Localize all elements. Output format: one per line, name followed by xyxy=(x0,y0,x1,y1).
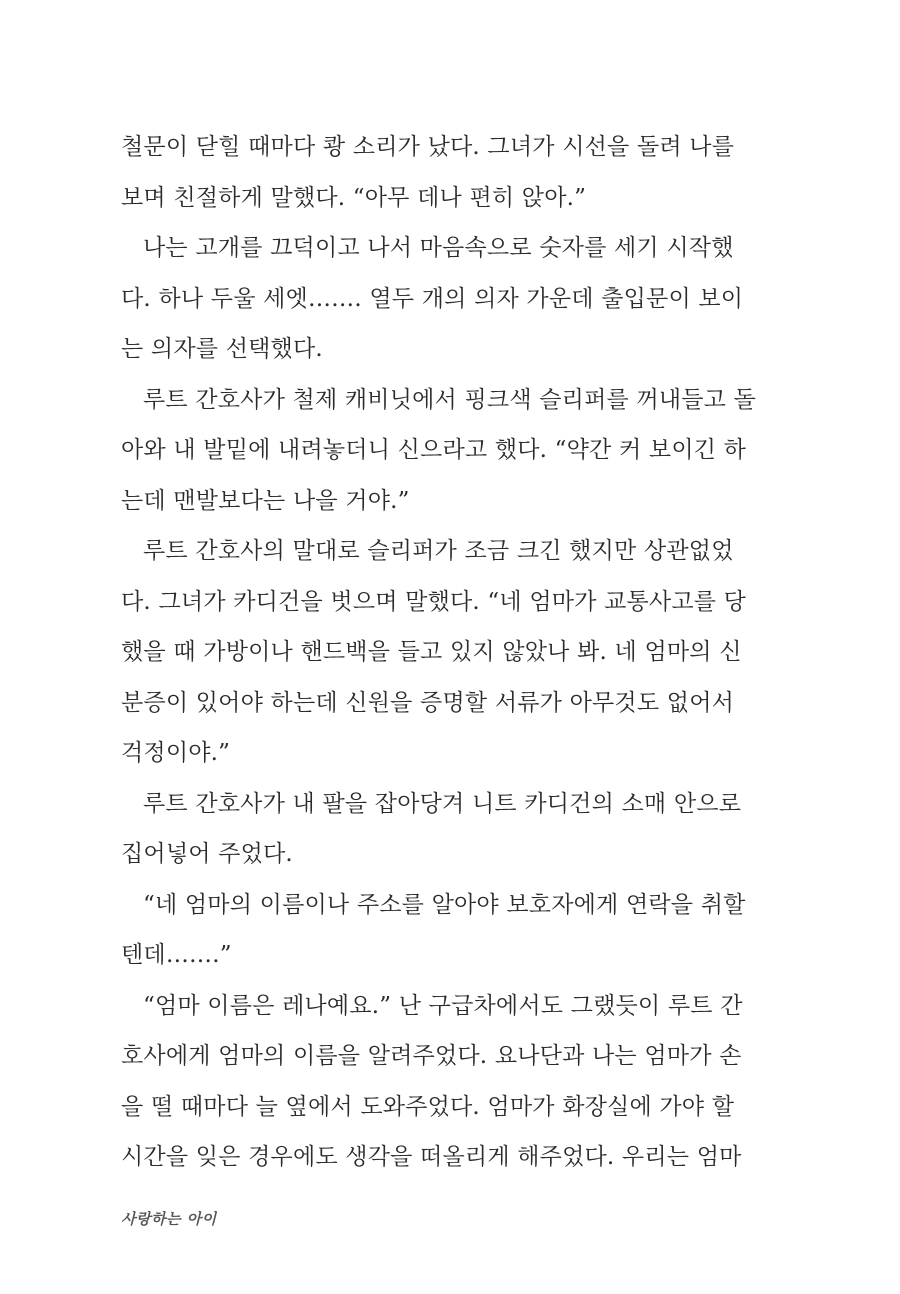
text-line: 시간을 잊은 경우에도 생각을 떠올리게 해주었다. 우리는 엄마 xyxy=(121,1144,742,1170)
text-line: “엄마 이름은 레나예요.” 난 구급차에서도 그랬듯이 루트 간 xyxy=(143,992,743,1019)
body-text xyxy=(121,122,757,1183)
text-line: 루트 간호사의 말대로 슬리퍼가 조금 크긴 했지만 상관없었 xyxy=(143,538,734,564)
text-line: 텐데…….” xyxy=(121,942,232,968)
text-line: 을 떨 때마다 늘 옆에서 도와주었다. 엄마가 화장실에 가야 할 xyxy=(121,1093,735,1120)
text-line: 다. 하나 두울 세엣……. 열두 개의 의자 가운데 출입문이 보이 xyxy=(121,285,744,312)
text-line: 는데 맨발보다는 나을 거야.” xyxy=(121,487,410,514)
text-line: 호사에게 엄마의 이름을 알려주었다. 요나단과 나는 엄마가 손 xyxy=(121,1043,742,1069)
text-line: “네 엄마의 이름이나 주소를 알아야 보호자에게 연락을 취할 xyxy=(143,891,746,918)
text-line: 했을 때 가방이나 핸드백을 들고 있지 않았나 봐. 네 엄마의 신 xyxy=(121,639,742,665)
running-footer-book-title: 사랑하는 아이 xyxy=(121,1210,217,1228)
text-line: 철문이 닫힐 때마다 쾅 소리가 났다. 그녀가 시선을 돌려 나를 xyxy=(121,134,735,160)
text-line: 집어넣어 주었다. xyxy=(121,841,293,867)
text-line: 다. 그녀가 카디건을 벗으며 말했다. “네 엄마가 교통사고를 당 xyxy=(121,588,747,615)
text-line: 분증이 있어야 하는데 신원을 증명할 서류가 아무것도 없어서 xyxy=(121,689,735,716)
text-line: 루트 간호사가 내 팔을 잡아당겨 니트 카디건의 소매 안으로 xyxy=(143,790,742,817)
text-line: 루트 간호사가 철제 캐비닛에서 핑크색 슬리퍼를 꺼내들고 돌 xyxy=(143,386,757,413)
text-line: 걱정이야.” xyxy=(121,740,231,766)
text-line: 보며 친절하게 말했다. “아무 데나 편히 앉아.” xyxy=(121,184,587,211)
text-line: 아와 내 발밑에 내려놓더니 신으라고 했다. “약간 커 보이긴 하 xyxy=(121,437,747,463)
text-line: 나는 고개를 끄덕이고 나서 마음속으로 숫자를 세기 시작했 xyxy=(143,235,734,261)
text-line: 는 의자를 선택했다. xyxy=(121,336,323,362)
